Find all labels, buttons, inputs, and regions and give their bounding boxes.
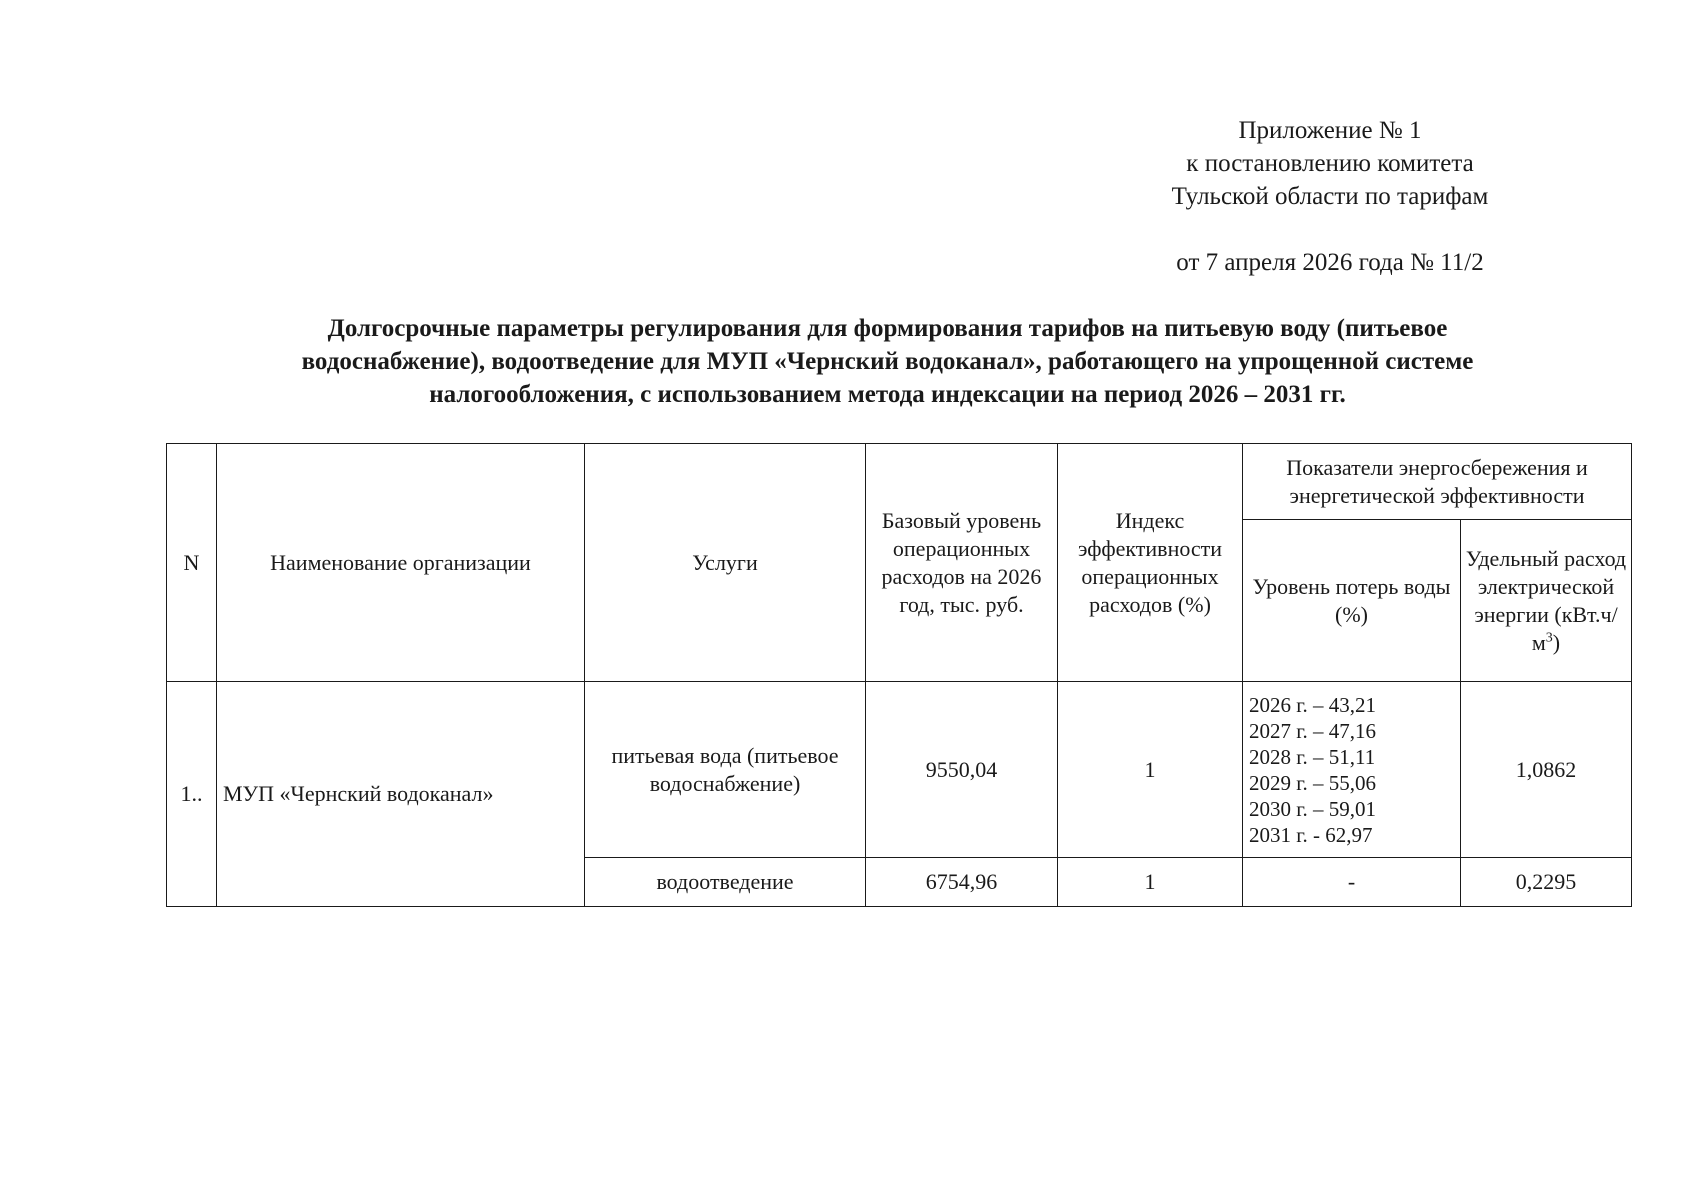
title-line-1: Долгосрочные параметры регулирования для формирования тарифов на питьевую воду (питьевое xyxy=(327,315,1448,342)
header-water-loss: Уровень потерь воды (%) xyxy=(1243,520,1461,682)
title-line-3: налогообложения, с использованием метода индексации на период 2026 – 2031 гг. xyxy=(429,381,1346,408)
parameters-table xyxy=(166,443,1632,907)
header-efficiency-index: Индекс эффективности операционных расходов (%) xyxy=(1058,444,1243,682)
service-cell: питьевая вода (питьевое водоснабжение) xyxy=(585,682,866,858)
electricity-cell: 1,0862 xyxy=(1461,682,1632,858)
water-loss-cell: - xyxy=(1243,858,1461,907)
appendix-line-1: Приложение № 1 xyxy=(1238,117,1422,144)
title-line-2: водоснабжение), водоотведение для МУП «Чернский водоканал», работающего на упрощенной системе xyxy=(301,348,1474,375)
header-electricity-close: ) xyxy=(1552,629,1561,655)
electricity-cell: 0,2295 xyxy=(1461,858,1632,907)
appendix-block xyxy=(1080,114,1580,279)
index-cell: 1 xyxy=(1058,858,1243,907)
loss-line: 2031 г. - 62,97 xyxy=(1249,822,1373,847)
header-base-level: Базовый уровень операционных расходов на 2026 год, тыс. руб. xyxy=(866,444,1058,682)
appendix-date: от 7 апреля 2026 года № 11/2 xyxy=(1176,249,1484,276)
document-title xyxy=(190,312,1585,411)
row-number: 1.. xyxy=(167,682,217,907)
header-electricity-text: Удельный расход электрической энергии (кВт.ч/м xyxy=(1465,545,1627,655)
header-n: N xyxy=(167,444,217,682)
table-header-row xyxy=(167,444,1632,520)
header-electricity-sup: 3 xyxy=(1545,630,1553,646)
index-cell: 1 xyxy=(1058,682,1243,858)
appendix-gap xyxy=(1080,213,1580,246)
loss-line: 2028 г. – 51,11 xyxy=(1249,744,1376,769)
service-cell: водоотведение xyxy=(585,858,866,907)
loss-line: 2029 г. – 55,06 xyxy=(1249,770,1376,795)
water-loss-cell xyxy=(1243,682,1461,858)
organization-name: МУП «Чернский водоканал» xyxy=(217,682,585,907)
base-level-cell: 6754,96 xyxy=(866,858,1058,907)
header-electricity xyxy=(1461,520,1632,682)
appendix-line-3: Тульской области по тарифам xyxy=(1171,183,1489,210)
base-level-cell: 9550,04 xyxy=(866,682,1058,858)
loss-line: 2030 г. – 59,01 xyxy=(1249,796,1376,821)
appendix-line-2: к постановлению комитета xyxy=(1186,150,1474,177)
loss-line: 2027 г. – 47,16 xyxy=(1249,718,1376,743)
header-services: Услуги xyxy=(585,444,866,682)
header-organization: Наименование организации xyxy=(217,444,585,682)
table-row xyxy=(167,682,1632,858)
loss-line: 2026 г. – 43,21 xyxy=(1249,692,1376,717)
header-energy-group: Показатели энергосбережения и энергетической эффективности xyxy=(1243,444,1632,520)
